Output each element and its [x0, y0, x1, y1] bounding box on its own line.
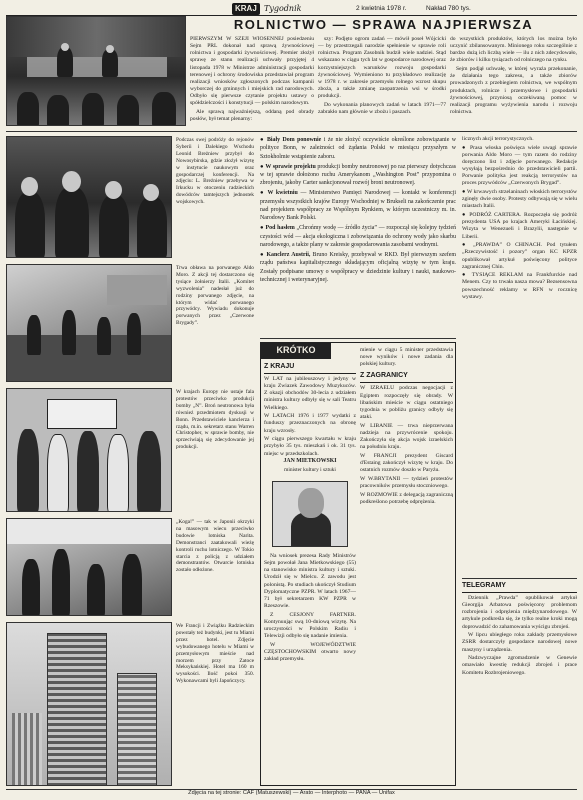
world-news-item: ● „PRAWDA” O CHINACH. Pod tytułem „Rzeczywistość i pozory” organ KC KPZR opublikował artykuł poświęcony polityce zagranicznej Chin.: [462, 242, 577, 270]
moro-caption: Trwa obława na porwanego Aldo Moro. Z akcji tej dostarczono się tysiące żołnierzy Italii. „Komitet wyzwolenia” nadesłał już do rodziny porwanego zdjęcie, na którym widać porwanego przywódcy. Wywiadu dokonuje porwanych przez „Czerwone Brygady”.: [176, 265, 254, 327]
divider: [260, 338, 456, 339]
telegram-paragraph: Nadzwyczajne zgromadzenie w Genewie omawiało kwestię redukcji zbrojeń i prace Komitetu Rozbrojeniowego.: [462, 655, 577, 676]
photo-credits: Zdjęcia na tej stronie: CAF (Matuszewski) — Arato — Interphoto — PANA — Unifax: [188, 790, 395, 796]
krotko-item: W FRANCJI prezydent Giscard d'Estaing zakończył wizytę w kraju. Do ostatnich rozmów doszło w Paryżu.: [360, 452, 453, 474]
telegrams-column: [462, 582, 577, 786]
lead-article-col-2: [318, 36, 446, 128]
world-news-item: ● TYSIĄCE REKLAM na Frankfurckie nad Menem. Czy to trwała nasza mowa? Bezsensowna powszechność reklamy w RFN w rocznicę wystawy.: [462, 272, 577, 300]
krotko-item: W ROZMOWIE z delegacją zagraniczną podkreślono potrzebę odprężenia.: [360, 491, 453, 505]
issue-print-run: Nakład 780 tys.: [426, 5, 471, 12]
krotko-item: W IZRAELU podczas negocjacji z Egiptem rozpoczęły się obrady. W libańskim mieście w ciągu ostatniego tygodnia w pobliżu granicy odbyły się ataki.: [360, 385, 453, 421]
telegrams-title: TELEGRAMY: [462, 582, 577, 593]
news-item: ● Kanclerz Austrii, Bruno Kreisky, przebywał w RKD. Był pierwszym szefem rządu państwa kapitalistycznego składającym oficjalną wizytę w tym kraju. Zostały podpisane umowy o współpracy w dziedzinie kultury i nauki, naukowo-technicznej i weterynaryjnej.: [260, 251, 456, 283]
krotko-box: [260, 342, 456, 786]
telegram-paragraph: Dziennik „Prawda” opublikował artykuł Gieorgija Arbatowa poświęcony problemom rozbrojenia i odprężenia międzynarodowego. W artykule podkreśla się, że tylko realne kroki mogą doprowadzić do zahamowania wyścigu zbrojeń.: [462, 594, 577, 630]
lead-paragraph: Ale sprawą najważniejszą, oddaną pod obrady posłów, był temat plenarny:: [190, 109, 314, 123]
krotko-paragraph: mienie w ciągu 5 minister przedstawia nowe wyników i nowe zadania dla polskiej kultury.: [360, 347, 453, 368]
lead-paragraph: Sejm podjął uchwałę, w której wyraża przekonanie, że działania tego zakresu, a także zbiorów prowadzonych z przebiegiem rolnictwa, we wspólnym produktach, rolnicze i przemysłowe i gospodarki żywnościowej, przyniosą oczekiwaną pomoc w realizacji programu wyżywienia narodu i rozwoju rolnictwa.: [450, 66, 577, 116]
lead-paragraph: do wszystkich produktów, których los można było uczynić zbilansowanym. Minionego roku szczególnie z bardzo dużą ich liczbą wiele — ilu z nich zdecydowało, że zbiorów i kilku tysiącach od rolniczego na rynku.: [450, 36, 577, 64]
news-item: ● Pod hasłem „Chrońmy wodę — źródło życia” — rozpoczął się kolejny tydzień czystości wód — akcja ekologiczna i zobowiązania do ochrony wody jako skarbu narodowego, a także plany w zakresie gospodarowania zasobami wodnymi.: [260, 225, 456, 248]
krotko-paragraph: Na wniosek prezesa Rady Ministrów Sejm powołał Jana Mietkowskiego (55) na stanowisko ministra kultury i sztuki. Urodził się w Mielcu. Z zawodu jest polonistą. Po studiach ukończył Studium Dyplomatyczne PZPR. W latach 1967—71 był sekretarzem KW PZPR w Rzeszowie.: [264, 553, 356, 610]
neutron-caption: W krajach Europy nie ustaje fala protestów przeciwko produkcji bomby „N”. Broń neutronowa była również przedmiotem dyskusji w Bonn. Przedstawiciele kanclerza i rządu, m.in. sekretarz stanu Warren Christopher, w sprawie bomby, nie sprzeciwiają się zdecydowanie jej produkcji.: [176, 389, 254, 451]
world-news-item: ● Prasa włoska poświęca wiele uwagi sprawie porwania Aldo Moro — tym razem do rodziny doręczono list i zdjęcie porwanego. Redakcje wysyłają bezpośrednio do przedstawicieli partii. Porwanie polityka jest reakcją terrorystów na proces przywódców „Czerwonych Brygad”.: [462, 144, 577, 187]
krotko-item: W ciągu pierwszego kwartału w kraju przybyło 35 tys. mieszkań i ok. 31 tys. miejsc w przedszkolach.: [264, 436, 356, 457]
moro-search-photo: [6, 264, 172, 382]
world-news-item: ● W krwawych strzelaninach włoskich terrorystów zginęły dwie osoby. Protesty odbywają się w wielu miastach Italii.: [462, 189, 577, 210]
lead-paragraph: szy: Podjęto ogrom zadań — mówił poseł Wójcicki — by przestrzegali narodzie spełnienie w sprawie roli rolnictwa. Program Zasobnik budził wiele nadziei. Stąd wskazano w ciągu tych lat w gospodarce narodowej oraz korzystniejszych warunków rozwoju gospodarki żywnościowej. Wymieniono tu przykładowo realizację w 1978 r. w zakresie przemysłu rolnego wzrost skupu zboża, a także zmianę zaopatrzenia wsi w środki produkcji.: [318, 36, 446, 100]
lead-article-col-1: [190, 36, 314, 128]
news-digest: [260, 136, 456, 336]
krotko-item: W LIBANIE — trwa nieprzerwana nadzieja na przywrócenie spokoju. Zakończyła się akcja wojsk izraelskich na południu kraju.: [360, 422, 453, 451]
krotko-col-1: [264, 363, 356, 783]
krotko-paragraph: W WOJEWÓDZTWIE CZĘSTOCHOWSKIM otwarto nowy zakład przemysłu.: [264, 641, 356, 663]
krotko-item: W W.BRYTANII — tydzień protestów pracowników przemysłu stoczniowego.: [360, 475, 453, 489]
issue-date: 2 kwietnia 1978 r.: [356, 5, 407, 12]
hotel-caption: We Francji i Zwiążku Radzieckim powstały też budynki, jest tu Miami przez hotel. Zdjęcie wybudowanego hotelu w Miami w przemysłowym mieście nad morzem przy Zatoce Meksykańskiej. Hotel ma 160 m wysokości. Ilość pokoi 350. Wykonawcami byli Japończycy.: [176, 623, 254, 685]
narita-protest-photo: [6, 518, 172, 616]
neutron-protest-photo: [6, 388, 172, 512]
lead-paragraph: PIERWSZYM W SZEJI WIOSENNEJ posiedzeniu Sejm PRL dokonał nad sprawą żywnościowej rolnictwa i gospodarki żywnościowej. Premier złożył sprawę ze stanu realizacji uchwały przyjętej 4 listopada 1978 w Ministrze administracji gospodarki terenowej i ochrony środowiska przedstawiał program realizacji wniosków zgłoszonych podczas kampanii wyborczej do gminnych i miejskich rad narodowych. Odbyło się pierwsze czytanie projektu ustawy o spółdzielczości i konstytucji — polskim narodowym.: [190, 36, 314, 107]
mietkowski-portrait: [272, 481, 348, 547]
brezhnev-photo: [6, 136, 172, 258]
krotko-item: W LATACH 1976 i 1977 wydatki z funduszy przeznaczonych na obronę kraju wzrosły.: [264, 413, 356, 434]
hotel-building-photo: [6, 622, 172, 786]
krotko-title: KRÓTKO: [261, 343, 331, 359]
section-z-kraju: Z KRAJU: [264, 363, 356, 374]
brezhnev-caption: Podczas swej podróży do rejonów Syberii i Dalekiego Wschodu Leonid Breżniew przybył do Nowosybirska, gdzie złożył wizytę w instytucie naukowym oraz gospodarczej konferencji. Na zdjęciu: L. Breżniew przebywa w Irkucku w otoczeniu radzieckich dowódców tamtejszych jednostek wojskowych.: [176, 137, 254, 206]
krotko-col-1-more: [264, 553, 356, 783]
magazine-logo: KRAJ: [232, 3, 260, 15]
divider: [6, 131, 577, 132]
news-item: ● W kwietniu — Ministerstwo Pamięci Narodowej — kontakt w konferencji przemysłu wszystkich krajów Europy Wschodniej w Brukseli na zakończenie prac nad projektem współpracy ze Wspólnym Rynkiem, w którym uczestniczy m. in. Narodowy Bank Polski.: [260, 190, 456, 222]
narita-caption: „Koga!” — tak w Japonii okrzyki na masowym wiecu przeciwko budowie lotniska Narita. Demonstranci zaatakowali wieżę kontroli ruchu lotniczego. W Tokio starcia z policją z udziałem demonstrantów. Otwarcie lotniska zostało odłożone.: [176, 519, 254, 574]
krotko-paragraph: Z CESJONY FARTNER. Kontynuując swą 10-dniową wizytę. Na uroczystości w Polskim Radiu i Telewizji odbyło się nadanie imienia.: [264, 611, 356, 640]
krotko-item: W LAT na jubileuszowy i jedyny w kraju Zwiazek Zawodowy Muzykuców. Z okazji obchodów 30-lecia z udziałem ministra kultury odbyły się w sali Teatru Wielkiego.: [264, 375, 356, 411]
divider: [462, 578, 577, 579]
mietkowski-role: minister kultury i sztuki: [284, 467, 336, 473]
page-headline: ROLNICTWO — SPRAWA NAJPIERWSZA: [233, 17, 534, 32]
sejm-session-photo: [6, 16, 186, 126]
lead-article-col-3: [450, 36, 577, 128]
world-news-column: [462, 136, 577, 576]
news-item: ● Biały Dom ponownie i że nie złożyć oczywiście określone zobowiązanie w polityce Bonn, w zależności od żądania Polski w miesiącu przyszłym w Sztokholmie wstąpienie zaboru.: [260, 137, 456, 160]
news-item: ● W sprawie projektu produkcji bomby neutronowej po raz pierwszy dotychczas w tej sprawie dołożono ruchu Amerykanom „Washington Post” przypomina o zbrojeniu, jakoby Carter sankcjonował rozwój broni neutronowej.: [260, 163, 456, 187]
world-news-item: ● PODRÓŻ CARTERA. Rozpoczęła się podróż prezydenta USA po krajach Ameryki Łacińskiej. Wizyta w Wenezueli i Brazylii, następnie w Liberii.: [462, 212, 577, 240]
krotko-col-2: [360, 347, 453, 783]
mietkowski-name: JAN MIETKOWSKI: [283, 458, 337, 464]
section-z-zagranicy: Z ZAGRANICY: [360, 372, 453, 383]
magazine-title: Tygodnik: [264, 4, 302, 13]
world-news-intro: licznych akcji terrorystycznych.: [462, 136, 534, 142]
lead-paragraph: Do wykonania planowych zadań w latach 1971—77 zabrakło nam głównie w zbożu i paszach.: [318, 101, 446, 116]
telegram-paragraph: W lipcu ubiegłego roku zakłady przemysłowe ZSRR dostarczyły gospodarce narodowej nowe maszyny i urządzenia.: [462, 632, 577, 653]
page-header: [6, 2, 577, 16]
